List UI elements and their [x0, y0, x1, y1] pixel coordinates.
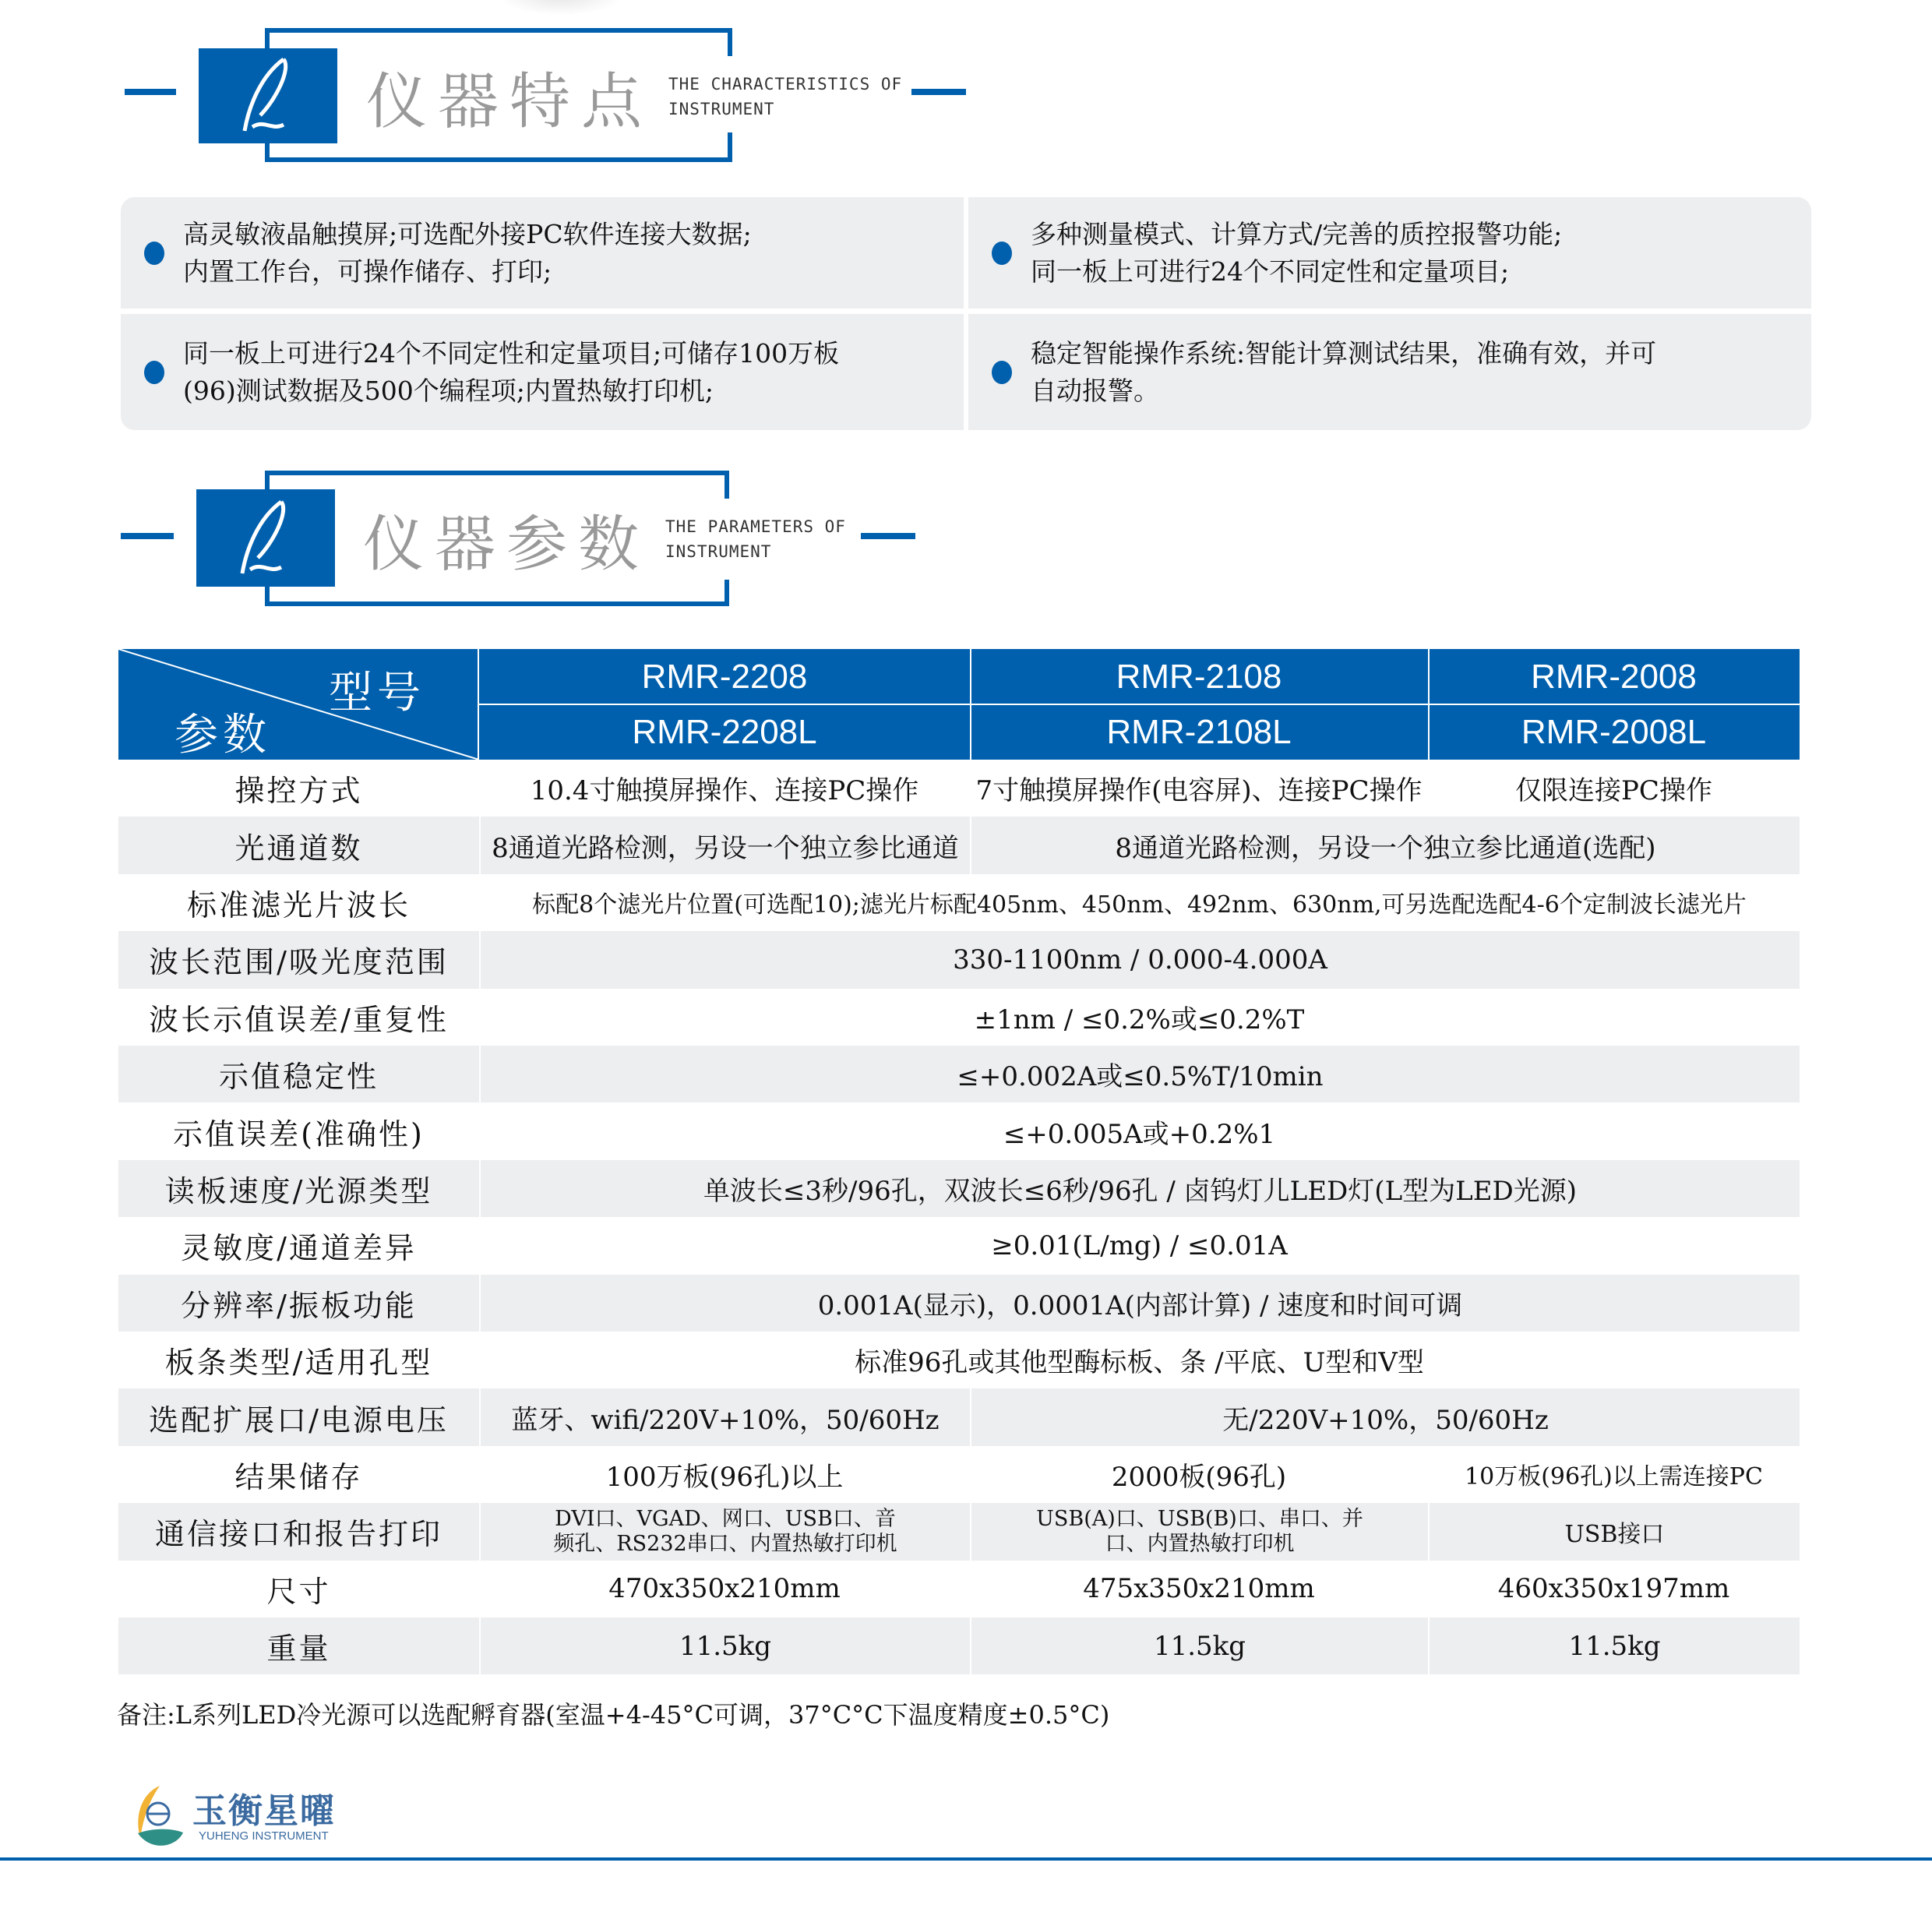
header-left-line: [121, 533, 174, 539]
table-cell: 标准96孔或其他型酶标板、条 /平底、U型和V型: [855, 1347, 1424, 1379]
table-cell: 470x350x210mm: [608, 1573, 841, 1605]
table-cell: 11.5kg: [1428, 1617, 1800, 1674]
features-subtitle-line2: INSTRUMENT: [668, 100, 775, 118]
table-cell: DVI口、VGAD、网口、USB口、音频孔、RS232串口、内置热敏打印机: [479, 1503, 970, 1560]
table-cell: 蓝牙、wifi/220V+10%，50/60Hz: [479, 1388, 970, 1445]
row-label: 板条类型/适用孔型: [164, 1346, 433, 1381]
footnote: 备注:L系列LED冷光源可以选配孵育器(室温+4-45°C可调，37°C°C下温度精度±0.5°C): [117, 1700, 1110, 1730]
row-label: 光通道数: [234, 831, 363, 866]
table-cell: 无/220V+10%，50/60Hz: [970, 1388, 1800, 1445]
row-label: 读板速度/光源类型: [164, 1173, 433, 1208]
feature-item: [121, 314, 964, 430]
row-label: 波长范围/吸光度范围: [149, 945, 449, 980]
features-panel: [121, 197, 1811, 430]
table-cell: ≥0.01(L/mg) / ≤0.01A: [991, 1229, 1288, 1261]
footer-divider: [0, 1857, 1932, 1861]
brand-emblem-icon: [129, 1783, 191, 1853]
table-cell: 仅限连接PC操作: [1515, 775, 1712, 807]
row-label: 标准滤光片波长: [186, 887, 411, 922]
table-row: [118, 1503, 1800, 1560]
table-row: [118, 1388, 1800, 1445]
header-left-line: [125, 89, 176, 95]
row-label: 示值误差(准确性): [173, 1117, 425, 1152]
corner-model-label: 型号: [329, 668, 425, 718]
params-subtitle: [665, 514, 846, 564]
model-name: RMR-2208L: [632, 713, 817, 751]
table-cell: 10万板(96孔)以上需连接PC: [1465, 1463, 1763, 1491]
params-subtitle-line2: INSTRUMENT: [665, 542, 772, 561]
feature-text: 多种测量模式、计算方式/完善的质控报警功能;: [1031, 218, 1563, 249]
feature-text: 稳定智能操作系统:智能计算测试结果，准确有效，并可: [1031, 337, 1657, 369]
feature-text: (96)测试数据及500个编程项;内置热敏打印机;: [183, 375, 714, 406]
table-corner-cell: [118, 649, 479, 760]
params-title: 仪器参数: [363, 510, 650, 580]
table-row: [118, 1446, 1800, 1503]
row-label: 示值稳定性: [218, 1060, 379, 1095]
params-header-badge: [196, 489, 335, 587]
table-header: [118, 649, 1800, 760]
table-row: [118, 817, 1800, 873]
feature-text: 高灵敏液晶触摸屏;可选配外接PC软件连接大数据;: [183, 218, 752, 249]
bullet-icon: [992, 242, 1012, 265]
table-row: [118, 931, 1800, 988]
table-cell: USB接口: [1428, 1503, 1800, 1560]
brand-subtitle: YUHENG INSTRUMENT: [199, 1829, 329, 1843]
header-right-line: [861, 533, 915, 539]
features-title: 仪器特点: [366, 67, 654, 137]
features-subtitle-line1: THE CHARACTERISTICS OF: [668, 75, 903, 93]
table-cell: 标配8个滤光片位置(可选配10);滤光片标配405nm、450nm、492nm、630nm,可另选配选配4-6个定制波长滤光片: [532, 891, 1747, 919]
model-name: RMR-2108: [1116, 658, 1282, 696]
features-subtitle: [668, 72, 902, 122]
bullet-icon: [144, 242, 164, 265]
table-cell: 100万板(96孔)以上: [605, 1461, 844, 1493]
row-label: 波长示值误差/重复性: [149, 1002, 449, 1037]
feature-text: 同一板上可进行24个不同定性和定量项目;: [1031, 256, 1510, 287]
model-name: RMR-2108L: [1106, 713, 1292, 751]
feature-item: [968, 197, 1811, 309]
top-shadow: [499, 0, 623, 16]
model-name: RMR-2008: [1531, 658, 1697, 696]
table-cell: 2000板(96孔): [1111, 1461, 1287, 1493]
row-label: 灵敏度/通道差异: [181, 1231, 417, 1266]
table-row: [118, 1160, 1800, 1217]
table-row: [118, 1046, 1800, 1102]
table-cell: USB(A)口、USB(B)口、串口、并口、内置热敏打印机: [970, 1503, 1428, 1560]
table-row: [118, 1275, 1800, 1332]
brand-logo: [129, 1783, 362, 1853]
table-cell: 0.001A(显示)，0.0001A(内部计算) / 速度和时间可调: [479, 1275, 1800, 1332]
header-right-line: [911, 89, 966, 95]
row-label: 结果储存: [234, 1459, 363, 1494]
feature-text: 同一板上可进行24个不同定性和定量项目;可储存100万板: [183, 337, 840, 369]
row-label: 操控方式: [234, 774, 363, 809]
bullet-icon: [144, 361, 164, 384]
table-row: [118, 1561, 1800, 1617]
table-cell: 8通道光路检测，另设一个独立参比通道(选配): [970, 817, 1800, 873]
model-name: RMR-2208: [641, 658, 808, 696]
table-row: [118, 874, 1800, 931]
table-cell: 8通道光路检测，另设一个独立参比通道: [479, 817, 970, 873]
table-row: [118, 1102, 1800, 1159]
table-row: [118, 760, 1800, 817]
feature-text: 内置工作台，可操作储存、打印;: [183, 256, 552, 287]
table-row: [118, 1617, 1800, 1674]
table-cell: 11.5kg: [970, 1617, 1428, 1674]
corner-param-label: 参数: [175, 710, 271, 760]
quill-logo-icon: [229, 53, 307, 139]
table-row: [118, 989, 1800, 1046]
table-cell: 7寸触摸屏操作(电容屏)、连接PC操作: [975, 775, 1423, 807]
table-cell: 10.4寸触摸屏操作、连接PC操作: [530, 775, 919, 807]
bullet-icon: [992, 361, 1012, 384]
row-label: 通信接口和报告打印: [154, 1517, 442, 1552]
table-cell: 单波长≤3秒/96孔，双波长≤6秒/96孔 / 卤钨灯儿LED灯(L型为LED光源): [479, 1160, 1800, 1217]
brand-name: 玉衡星曜: [192, 1791, 336, 1831]
model-name: RMR-2008L: [1521, 713, 1707, 751]
table-cell: 11.5kg: [479, 1617, 970, 1674]
row-label: 分辨率/振板功能: [181, 1288, 417, 1323]
table-cell: 460x350x197mm: [1497, 1573, 1730, 1605]
feature-item: [121, 197, 964, 309]
table-cell: ≤+0.002A或≤0.5%T/10min: [479, 1046, 1800, 1102]
table-row: [118, 1332, 1800, 1388]
params-subtitle-line1: THE PARAMETERS OF: [665, 517, 846, 536]
table-cell: ±1nm / ≤0.2%或≤0.2%T: [974, 1004, 1305, 1035]
quill-logo-icon: [227, 496, 305, 581]
row-label: 选配扩展口/电源电压: [149, 1402, 449, 1438]
table-row: [118, 1217, 1800, 1274]
table-cell: 475x350x210mm: [1083, 1573, 1315, 1605]
row-label: 尺寸: [266, 1574, 331, 1609]
table-cell: 330-1100nm / 0.000-4.000A: [479, 931, 1800, 988]
features-header-badge: [199, 48, 337, 143]
feature-text: 自动报警。: [1031, 375, 1159, 406]
feature-item: [968, 314, 1811, 430]
row-label: 重量: [266, 1632, 331, 1667]
table-cell: ≤+0.005A或+0.2%1: [1003, 1118, 1276, 1150]
